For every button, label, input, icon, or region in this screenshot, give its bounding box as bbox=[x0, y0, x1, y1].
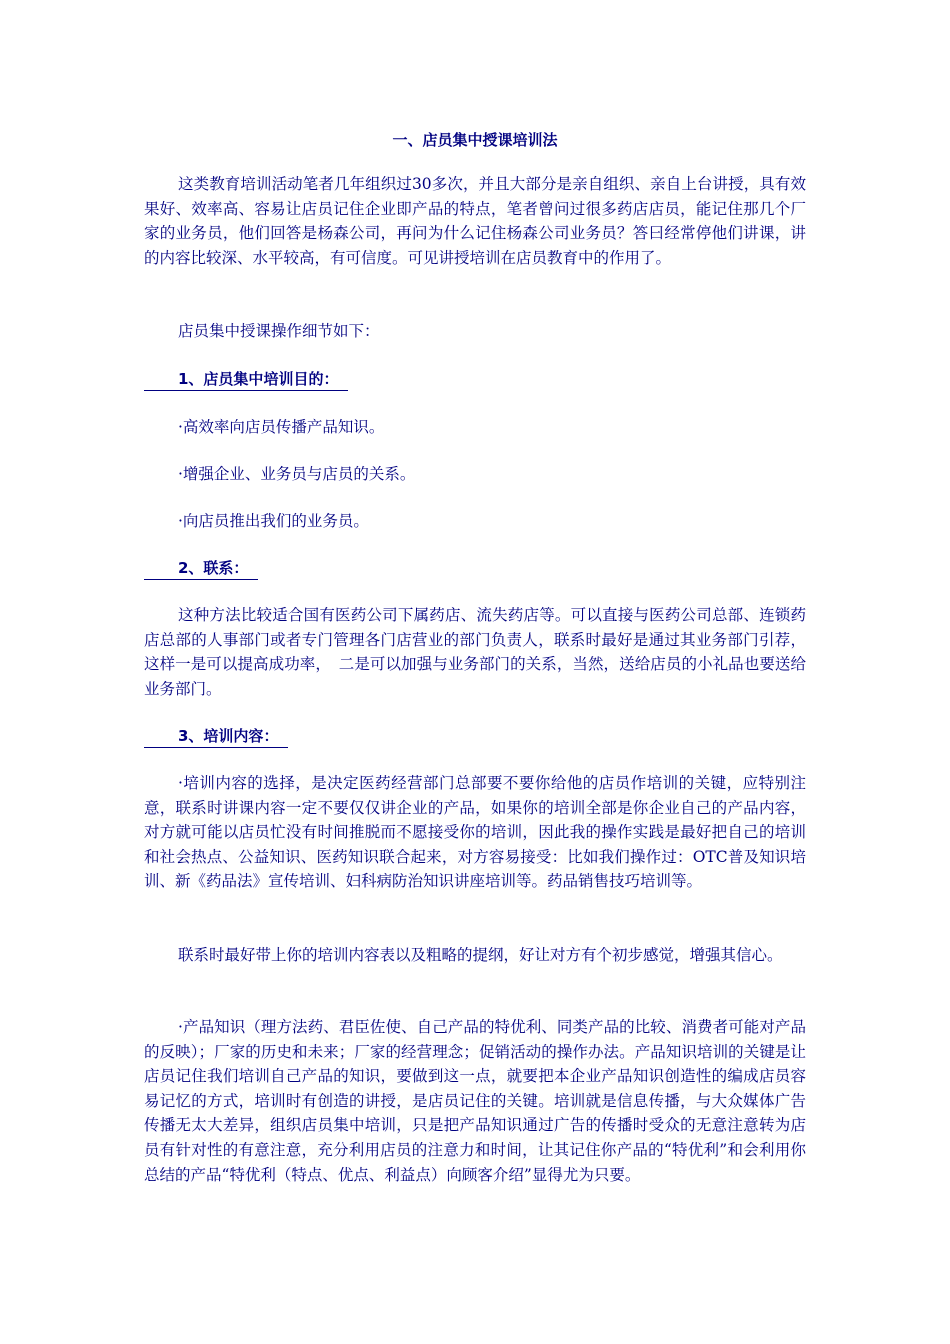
intro-paragraph: 这类教育培训活动笔者几年组织过30多次，并且大部分是亲自组织、亲自上台讲授，具有效果好、效率高、容易让店员记住企业即产品的特点，笔者曾问过很多药店店员，能记住那几个厂家的业务员，他们回答是杨森公司，再问为什么记住杨森公司业务员？答曰经常停他们讲课，讲的内容比较深、水平较高，有可信度。可见讲授培训在店员教育中的作用了。 bbox=[144, 175, 806, 267]
section3-paragraph: ·培训内容的选择，是决定医药经营部门总部要不要你给他的店员作培训的关键，应特别注意，联系时讲课内容一定不要仅仅讲企业的产品，如果你的培训全部是你企业自己的产品内容，对方就可能以店员忙没有时间推脱而不愿接受你的培训，因此我的操作实践是最好把自己的培训和社会热点、公益知识、医药知识联合起来，对方容易接受：比如我们操作过：OTC普及知识培训、新《药品法》宣传培训、妇科病防治知识讲座培训等。药品销售技巧培训等。 bbox=[144, 774, 806, 891]
section1-heading: 1、店员集中培训目的： bbox=[144, 368, 348, 391]
section1-item: ·高效率向店员传播产品知识。 bbox=[178, 418, 385, 436]
section1-item: ·向店员推出我们的业务员。 bbox=[178, 512, 369, 530]
page-title: 一、店员集中授课培训法 bbox=[392, 131, 558, 149]
section3-paragraph: 联系时最好带上你的培训内容表以及粗略的提纲，好让对方有个初步感觉，增强其信心。 bbox=[178, 946, 783, 964]
section2-paragraph: 这种方法比较适合国有医药公司下属药店、流失药店等。可以直接与医药公司总部、连锁药店总部的人事部门或者专门管理各门店营业的部门负责人，联系时最好是通过其业务部门引荐，这样一是可以提高成功率， 二是可以加强与业务部门的关系，当然，送给店员的小礼品也要送给业务部门。 bbox=[144, 606, 806, 698]
section1-item: ·增强企业、业务员与店员的关系。 bbox=[178, 465, 416, 483]
section2-heading: 2、联系： bbox=[144, 557, 258, 580]
section3-heading: 3、培训内容： bbox=[144, 725, 288, 748]
details-intro: 店员集中授课操作细节如下： bbox=[178, 322, 380, 340]
section3-paragraph: ·产品知识（理方法药、君臣佐使、自己产品的特优利、同类产品的比较、消费者可能对产品的反映）；厂家的历史和未来；厂家的经营理念；促销活动的操作办法。产品知识培训的关键是让店员记住我们培训自己产品的知识，要做到这一点，就要把本企业产品知识创造性的编成店员容易记忆的方式，培训时有创造的讲授，是店员记住的关键。培训就是信息传播，与大众媒体广告传播无太大差异，组织店员集中培训，只是把产品知识通过广告的传播时受众的无意注意转为店员有针对性的有意注意，充分利用店员的注意力和时间，让其记住你产品的“特优利”和会利用你总结的产品“特优利（特点、优点、利益点）向顾客介绍”显得尤为只要。 bbox=[144, 1018, 806, 1184]
